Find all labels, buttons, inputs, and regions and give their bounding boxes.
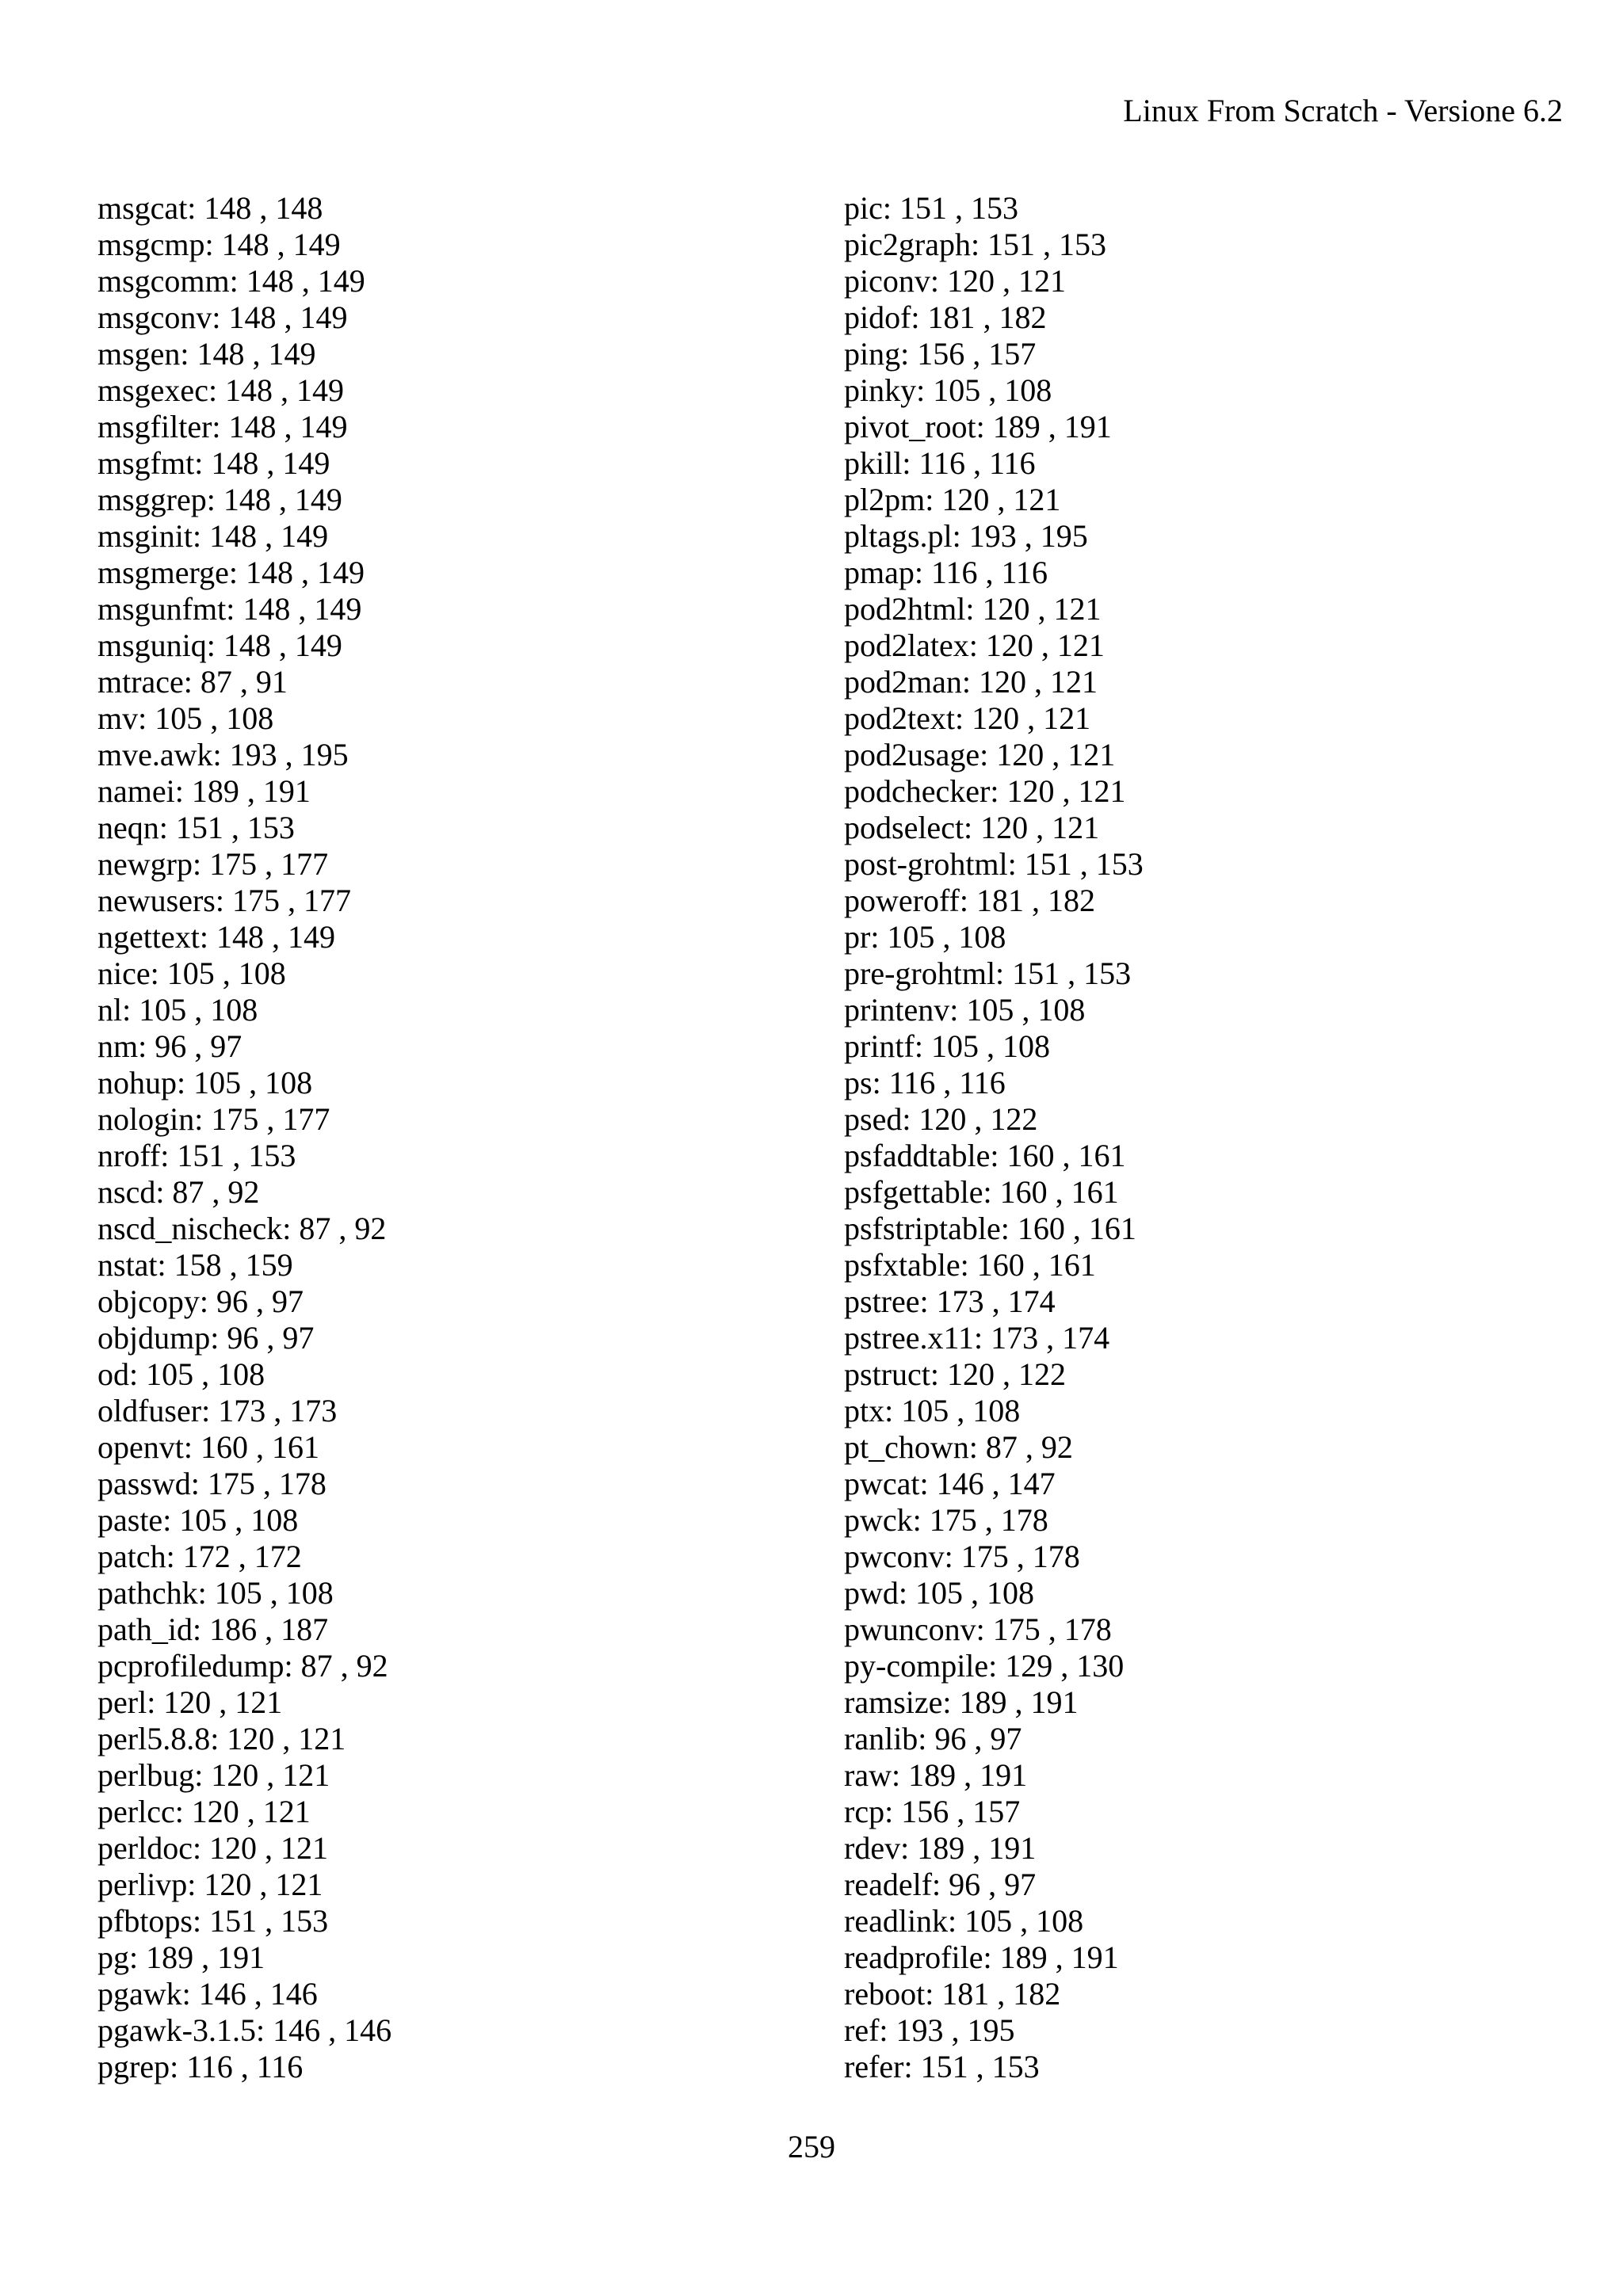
index-entry: podselect: 120 , 121: [844, 810, 1100, 845]
index-entry: perlcc: 120 , 121: [97, 1794, 311, 1829]
index-entry: pod2html: 120 , 121: [844, 591, 1102, 627]
index-entry: perlbug: 120 , 121: [97, 1757, 330, 1793]
index-entry: msggrep: 148 , 149: [97, 482, 342, 517]
index-entry: openvt: 160 , 161: [97, 1429, 319, 1465]
index-entry: neqn: 151 , 153: [97, 810, 295, 845]
index-entry: pwcat: 146 , 147: [844, 1466, 1056, 1501]
index-entry: py-compile: 129 , 130: [844, 1648, 1125, 1684]
index-entry: pr: 105 , 108: [844, 919, 1006, 955]
index-entry: ref: 193 , 195: [844, 2012, 1015, 2048]
index-entry: ngettext: 148 , 149: [97, 919, 335, 955]
index-entry: raw: 189 , 191: [844, 1757, 1028, 1793]
running-header: Linux From Scratch - Versione 6.2: [1123, 93, 1563, 128]
index-entry: printf: 105 , 108: [844, 1028, 1050, 1064]
index-entry: printenv: 105 , 108: [844, 992, 1086, 1028]
index-entry: piconv: 120 , 121: [844, 263, 1066, 299]
index-entry: pt_chown: 87 , 92: [844, 1429, 1073, 1465]
index-entry: pl2pm: 120 , 121: [844, 482, 1061, 517]
index-entry: readelf: 96 , 97: [844, 1867, 1037, 1902]
index-entry: ping: 156 , 157: [844, 336, 1037, 372]
index-entry: pod2man: 120 , 121: [844, 664, 1098, 700]
index-entry: paste: 105 , 108: [97, 1502, 299, 1538]
index-entry: readlink: 105 , 108: [844, 1903, 1084, 1939]
index-entry: oldfuser: 173 , 173: [97, 1393, 338, 1428]
index-entry: nice: 105 , 108: [97, 955, 286, 991]
index-entry: pfbtops: 151 , 153: [97, 1903, 329, 1939]
index-entry: msgmerge: 148 , 149: [97, 555, 365, 590]
index-entry: pwconv: 175 , 178: [844, 1539, 1080, 1574]
index-entry: pgawk-3.1.5: 146 , 146: [97, 2012, 392, 2048]
index-entry: pod2latex: 120 , 121: [844, 627, 1105, 663]
index-entry: post-grohtml: 151 , 153: [844, 846, 1144, 882]
index-entry: pwd: 105 , 108: [844, 1575, 1034, 1611]
index-entry: nscd: 87 , 92: [97, 1174, 260, 1210]
index-entry: pstruct: 120 , 122: [844, 1356, 1066, 1392]
index-entry: passwd: 175 , 178: [97, 1466, 327, 1501]
index-entry: msginit: 148 , 149: [97, 518, 329, 554]
index-entry: mtrace: 87 , 91: [97, 664, 288, 700]
index-entry: pwunconv: 175 , 178: [844, 1611, 1112, 1647]
index-entry: pltags.pl: 193 , 195: [844, 518, 1088, 554]
index-entry: msgcat: 148 , 148: [97, 190, 323, 226]
index-entry: pg: 189 , 191: [97, 1939, 265, 1975]
index-column-left: [97, 190, 391, 2085]
index-entry: pod2text: 120 , 121: [844, 700, 1091, 736]
index-entry: nohup: 105 , 108: [97, 1065, 313, 1100]
index-entry: pgrep: 116 , 116: [97, 2049, 304, 2084]
index-entry: nroff: 151 , 153: [97, 1138, 296, 1173]
index-entry: ptx: 105 , 108: [844, 1393, 1021, 1428]
index-entry: mve.awk: 193 , 195: [97, 737, 349, 772]
index-entry: msgcomm: 148 , 149: [97, 263, 365, 299]
index-entry: pcprofiledump: 87 , 92: [97, 1648, 388, 1684]
index-entry: ranlib: 96 , 97: [844, 1721, 1022, 1756]
index-entry: rdev: 189 , 191: [844, 1830, 1037, 1866]
index-entry: objdump: 96 , 97: [97, 1320, 315, 1356]
index-column-right: [844, 190, 1144, 2085]
index-entry: pic: 151 , 153: [844, 190, 1018, 226]
index-entry: pidof: 181 , 182: [844, 299, 1047, 335]
index-entry: pivot_root: 189 , 191: [844, 409, 1112, 444]
index-entry: msgunfmt: 148 , 149: [97, 591, 362, 627]
index-entry: readprofile: 189 , 191: [844, 1939, 1119, 1975]
index-entry: od: 105 , 108: [97, 1356, 265, 1392]
index-entry: msguniq: 148 , 149: [97, 627, 342, 663]
index-entry: nscd_nischeck: 87 , 92: [97, 1211, 387, 1246]
page-number: 259: [788, 2129, 835, 2164]
index-entry: pwck: 175 , 178: [844, 1502, 1048, 1538]
index-entry: msgcmp: 148 , 149: [97, 227, 341, 262]
index-entry: perl5.8.8: 120 , 121: [97, 1721, 346, 1756]
index-entry: nologin: 175 , 177: [97, 1101, 330, 1137]
index-entry: perlivp: 120 , 121: [97, 1867, 323, 1902]
index-entry: poweroff: 181 , 182: [844, 883, 1095, 918]
index-entry: perldoc: 120 , 121: [97, 1830, 329, 1866]
index-entry: ps: 116 , 116: [844, 1065, 1006, 1100]
index-entry: pod2usage: 120 , 121: [844, 737, 1116, 772]
index-entry: msgconv: 148 , 149: [97, 299, 348, 335]
index-entry: nl: 105 , 108: [97, 992, 258, 1028]
index-entry: patch: 172 , 172: [97, 1539, 302, 1574]
index-entry: psfstriptable: 160 , 161: [844, 1211, 1136, 1246]
index-entry: ramsize: 189 , 191: [844, 1684, 1079, 1720]
index-entry: psfgettable: 160 , 161: [844, 1174, 1119, 1210]
index-entry: perl: 120 , 121: [97, 1684, 283, 1720]
index-entry: newgrp: 175 , 177: [97, 846, 329, 882]
index-entry: msgfilter: 148 , 149: [97, 409, 348, 444]
index-entry: reboot: 181 , 182: [844, 1976, 1061, 2012]
index-entry: msgen: 148 , 149: [97, 336, 316, 372]
index-entry: pre-grohtml: 151 , 153: [844, 955, 1132, 991]
index-entry: podchecker: 120 , 121: [844, 773, 1126, 809]
index-entry: pmap: 116 , 116: [844, 555, 1048, 590]
index-entry: psfxtable: 160 , 161: [844, 1247, 1096, 1283]
index-entry: msgfmt: 148 , 149: [97, 445, 330, 481]
index-entry: refer: 151 , 153: [844, 2049, 1040, 2084]
index-entry: psed: 120 , 122: [844, 1101, 1038, 1137]
index-entry: nstat: 158 , 159: [97, 1247, 293, 1283]
index-entry: newusers: 175 , 177: [97, 883, 351, 918]
index-entry: path_id: 186 , 187: [97, 1611, 329, 1647]
index-entry: pstree: 173 , 174: [844, 1283, 1056, 1319]
index-entry: pic2graph: 151 , 153: [844, 227, 1107, 262]
index-entry: psfaddtable: 160 , 161: [844, 1138, 1126, 1173]
index-entry: pinky: 105 , 108: [844, 372, 1052, 408]
index-entry: nm: 96 , 97: [97, 1028, 242, 1064]
index-entry: rcp: 156 , 157: [844, 1794, 1021, 1829]
index-entry: namei: 189 , 191: [97, 773, 311, 809]
index-entry: objcopy: 96 , 97: [97, 1283, 304, 1319]
index-entry: msgexec: 148 , 149: [97, 372, 345, 408]
index-entry: pathchk: 105 , 108: [97, 1575, 334, 1611]
index-entry: pkill: 116 , 116: [844, 445, 1036, 481]
index-entry: pgawk: 146 , 146: [97, 1976, 318, 2012]
index-entry: mv: 105 , 108: [97, 700, 274, 736]
index-entry: pstree.x11: 173 , 174: [844, 1320, 1110, 1356]
